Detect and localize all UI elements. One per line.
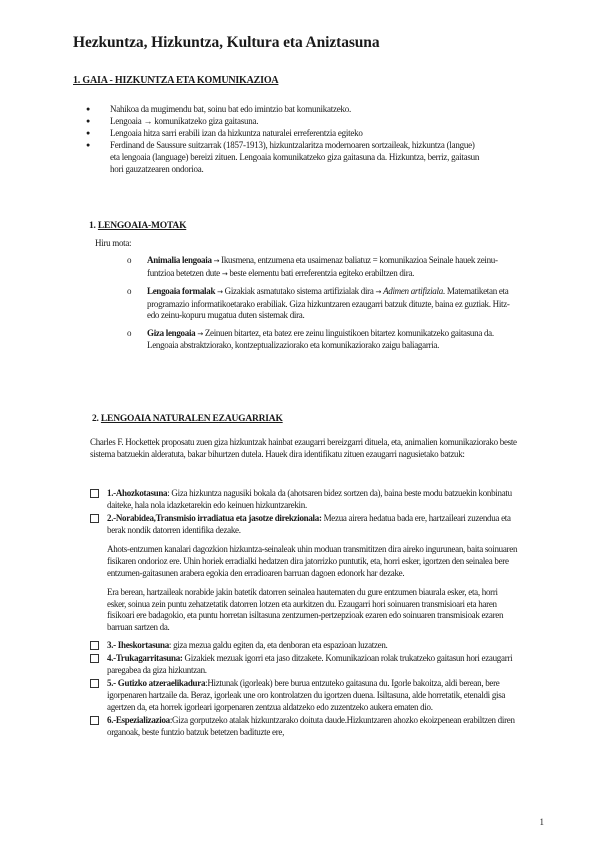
feature-term: 2.-Norabidea,Transmisio irradiatua eta jasotze direkzionala: [107, 513, 322, 524]
checkbox-icon [90, 641, 99, 650]
feature-paragraph: Era berean, hartzaileak norabide jakin batetik datorren seinalea hautematen du gure entzumen biaurala esker, eta, horri esker, soinua zein puntu zehatzetatik datorren lotzen eta aurkitzen du. Ezaugarri hori soinuaren transmisioari eta haren fisikoari ere badagokio, eta puntu horretan isiltasuna zentzumen-pertzepzioak ezaren edo soinuaren transmisioak ezaren barruan sartzen da. [107, 587, 504, 632]
item-term: Giza lengoaia [147, 327, 196, 338]
intro-bullet-list [86, 103, 486, 175]
checkbox-icon [90, 679, 99, 688]
list-item [86, 115, 486, 127]
list-item [90, 640, 518, 652]
checkbox-icon [90, 654, 99, 663]
list-item [86, 139, 486, 175]
arrow-icon: → [375, 288, 382, 296]
list-item [127, 328, 517, 352]
item-term: Animalia lengoaia [147, 255, 212, 265]
feature-text: : Giza hizkuntza nagusiki bokala da (ahotsaren bidez sortzen da), baina beste modu batzuekin konbinatu daiteke, hala nola idazketarekin edo keinuen hizkuntzarekin. [107, 488, 512, 510]
list-item [86, 103, 486, 115]
section-heading-lengoaia-motak [89, 221, 186, 231]
checkbox-icon [90, 514, 99, 523]
feature-text: : giza mezua galdu egiten da, eta denboran eta espazioan luzatzen. [168, 639, 388, 650]
heading-text: LENGOAIA NATURALEN EZAUGARRIAK [100, 414, 283, 424]
item-text: beste elementu bati erreferentzia egiteko erabiltzen dira. [229, 267, 415, 278]
feature-paragraph: Ahots-entzumen kanalari dagozkion hizkuntza-seinaleak uhin moduan transmititzen dira aireko ingurunean, baita soinuaren fisikaren ondorioz ere. Uhin horiek erradialki hedatzen dira jatorrizko puntutik, eta, horri esker, igortzen den seinalea bere entzumen-gaitasunen arabera egokia den erradioaren barruan dagoen edonork har dezake. [107, 544, 518, 578]
feature-text: :Hiztunak (igorleak) bere buruа entzuteko gaitasuna du. Igorle bakoitza, aldi berean, bere igorpenaren hartzaile da. Beraz, igorleak une oro kontrolatzen du igortzen duena. Isiltasuna, alde horretatik, etenaldi gisa agertzen da, eta horrek igorleari igorpenaren zentzua aldatzeko edo zuzentzeko aukera ematen dio. [107, 678, 506, 712]
features-list [90, 488, 518, 738]
feature-text: Gizakiek mezuak igorri eta jaso ditzakete. Komunikazioan rolak trukatzeko gaitasun hori ezaugarri paregabea da giza hizkuntzan. [107, 653, 513, 675]
checkbox-icon [90, 716, 99, 725]
feature-term: 4.-Trukagarritasuna: [107, 653, 183, 664]
list-item [127, 255, 517, 280]
features-intro: Charles F. Hockettek proposatu zuen giza hizkuntzak hainbat ezaugarri bereizgarri dituela, eta, animalien komunikaziorako beste sistema batzuekin alderatuta, bakar bihurtzen dutela. Hauek dira identifikatu zituen ezaugarri nagusietako batzuk: [90, 437, 517, 459]
document-title: Hezkuntza, Hizkuntza, Kultura eta Aniztasuna [73, 34, 380, 51]
arrow-icon: → [213, 257, 220, 265]
feature-term: 5.- Gutizko atzeraelikadura [107, 678, 206, 689]
feature-term: 6.-Espezializazioa [107, 715, 170, 726]
heading-text: LENGOAIA-MOTAK [97, 221, 187, 231]
types-intro: Hiru mota: [95, 238, 132, 248]
feature-term: 1.-Ahozkotasuna [107, 488, 168, 498]
list-item [90, 488, 518, 511]
arrow-icon: → [197, 329, 203, 338]
item-text: Ikusmena, entzumena eta usaimenaz baliatuz = komunikazioa Seinale hauek zeinu-funtzioa betetzen dute [147, 255, 498, 278]
list-item [90, 715, 518, 738]
page-number: 1 [539, 817, 544, 827]
item-italic: Adimen artifiziala [383, 286, 443, 296]
item-text: . Matematiketan eta programazio informatikoetarako erabiliak. Giza hizkuntzaren ezaugarri batzuk dituzte, baina ez guztiak. Hitz- edo zeinu-kopuru mugatua duten sistemak dira. [147, 286, 510, 320]
arrow-icon: → [217, 288, 223, 296]
bullet-text: Lengoaia hitza sarri erabili izan da hizkuntza naturalei erreferentzia egiteko [110, 128, 363, 138]
checkbox-icon [90, 489, 99, 498]
arrow-icon: → [221, 269, 228, 278]
bullet-text: Nahikoa da mugimendu bat, soinu bat edo imintzio bat komunikatzeko. [110, 104, 351, 114]
list-item [127, 286, 517, 322]
list-item [90, 678, 518, 713]
language-types-list [127, 255, 517, 358]
list-item [90, 513, 518, 633]
bullet-text: Lengoaia → komunikatzeko giza gaitasuna. [110, 116, 259, 126]
feature-text: Mezua airera hedatua bada ere, hartzaileari zuzendua eta berak nondik datorren identifika dezake. [107, 513, 511, 535]
heading-number: 2. [92, 414, 99, 424]
feature-term: 3.- Iheskortasuna [107, 639, 169, 650]
section-heading-gaia: 1. GAIA - HIZKUNTZA ETA KOMUNIKAZIOA [73, 75, 279, 86]
list-item [90, 653, 518, 676]
heading-number: 1. [89, 221, 96, 231]
section-heading-ezaugarriak [92, 414, 283, 424]
list-item [86, 127, 486, 139]
item-text: Gizakiak asmatutako sistema artifizialak dira [224, 286, 374, 296]
item-term: Lengoaia formalak [147, 286, 216, 296]
bullet-text: Ferdinand de Saussure suitzarrak (1857-1913), hizkuntzalaritza modernoaren sortzaileak, hizkuntza (langue) eta lengoaia (language) bereizi zituen. Lengoaia komunikatzeko giza gaitasuna da. Hizkuntza, berriz, gaitasun hori gauzatzearen ondorioa. [110, 140, 480, 174]
item-text: Zeinuen bitartez, eta batez ere zeinu linguistikoen bitartez komunikatzeko gaitasuna da. Lengoaia abstraktziorako, kontzeptualizaziorako eta komunikaziorako zaigu baliagarria. [147, 327, 494, 350]
feature-text: :Giza gorputzeko atalak hizkuntzarako doituta daude.Hizkuntzaren ahozko ekoizpenean erabiltzen diren organoak, beste funtzio batzuk betetzen badituzte ere, [107, 715, 515, 737]
